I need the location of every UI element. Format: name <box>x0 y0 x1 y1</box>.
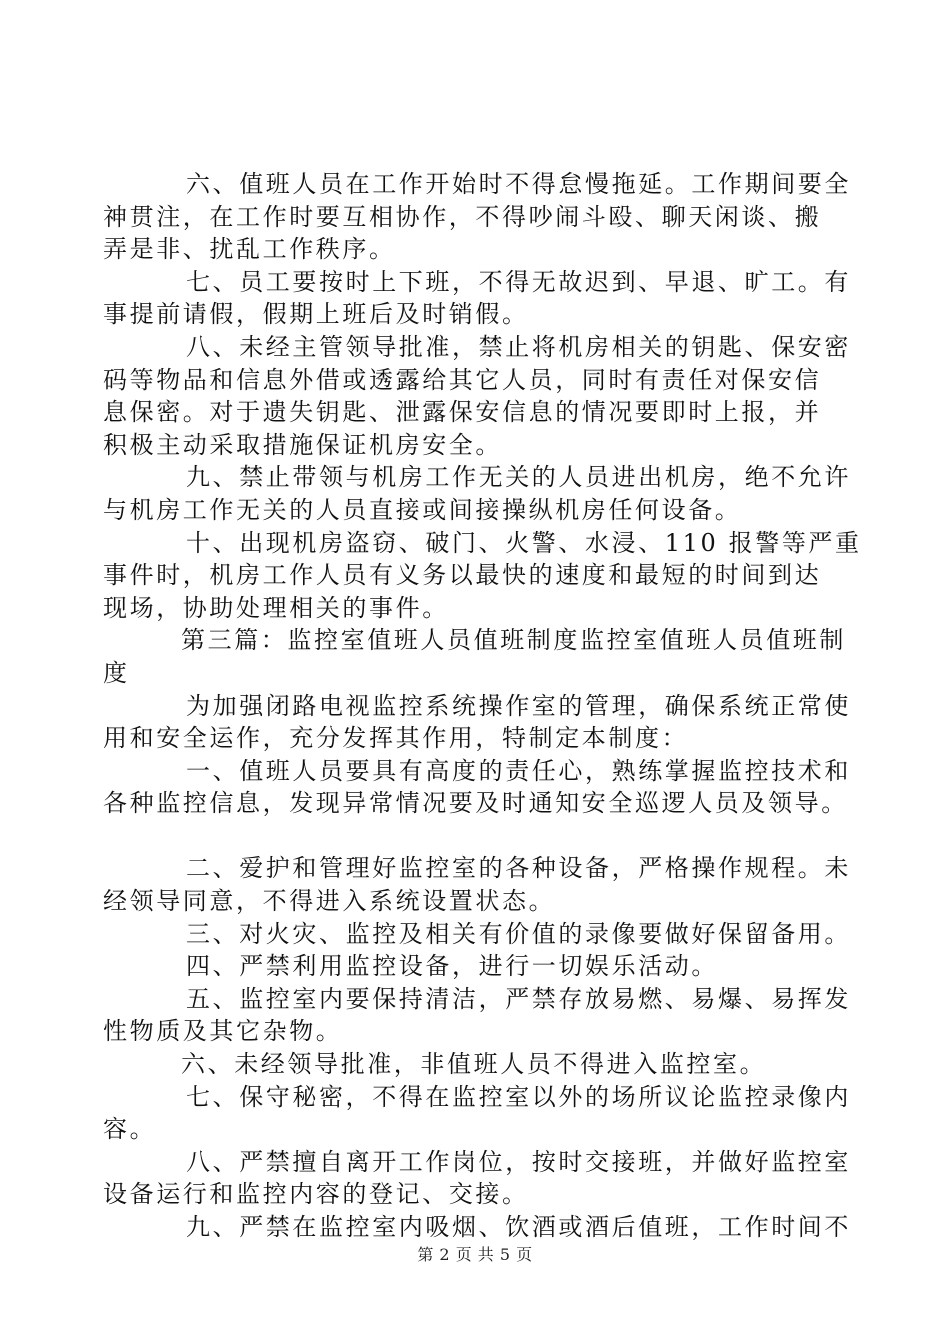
text-line: 二、爱护和管理好监控室的各种设备，严格操作规程。未 <box>186 854 851 883</box>
text-line: 息保密。对于遗失钥匙、泄露保安信息的情况要即时上报，并 <box>103 398 822 427</box>
text-line: 各种监控信息，发现异常情况要及时通知安全巡逻人员及领导。 <box>103 789 848 818</box>
text-line: 积极主动采取措施保证机房安全。 <box>103 430 502 459</box>
text-line: 事提前请假，假期上班后及时销假。 <box>103 300 529 329</box>
text-line: 现场，协助处理相关的事件。 <box>103 593 449 622</box>
text-line: 五、监控室内要保持清洁，严禁存放易燃、易爆、易挥发 <box>186 984 851 1013</box>
text-line: 事件时，机房工作人员有义务以最快的速度和最短的时间到达 <box>103 561 822 590</box>
text-line: 与机房工作无关的人员直接或间接操纵机房任何设备。 <box>103 495 742 524</box>
text-line: 用和安全运作，充分发挥其作用，特制定本制度： <box>103 724 689 753</box>
text-line: 神贯注，在工作时要互相协作，不得吵闹斗殴、聊天闲谈、搬 <box>103 202 822 231</box>
text-line: 弄是非、扰乱工作秩序。 <box>103 235 396 264</box>
text-line: 十、出现机房盗窃、破门、火警、水浸、110 报警等严重 <box>186 528 862 557</box>
blank-line <box>103 820 863 853</box>
text-line: 一、值班人员要具有高度的责任心，熟练掌握监控技术和 <box>186 756 851 785</box>
text-line: 四、严禁利用监控设备，进行一切娱乐活动。 <box>186 952 718 981</box>
text-line: 设备运行和监控内容的登记、交接。 <box>103 1180 529 1209</box>
text-line: 性物质及其它杂物。 <box>103 1017 343 1046</box>
text-line: 八、严禁擅自离开工作岗位，按时交接班，并做好监控室 <box>186 1147 851 1176</box>
text-line: 经领导同意，不得进入系统设置状态。 <box>103 887 556 916</box>
text-line: 七、保守秘密，不得在监控室以外的场所议论监控录像内 <box>186 1082 851 1111</box>
text-line: 九、禁止带领与机房工作无关的人员进出机房，绝不允许 <box>186 463 851 492</box>
text-line: 六、未经领导批准，非值班人员不得进入监控室。 <box>181 1050 767 1079</box>
text-line: 为加强闭路电视监控系统操作室的管理，确保系统正常使 <box>186 691 851 720</box>
text-line: 六、值班人员在工作开始时不得怠慢拖延。工作期间要全 <box>186 170 851 198</box>
page-number-footer: 第 2 页 共 5 页 <box>417 1245 533 1264</box>
section-heading: 第三篇：监控室值班人员值班制度监控室值班人员值班制 <box>181 626 846 655</box>
text-line: 三、对火灾、监控及相关有价值的录像要做好保留备用。 <box>186 919 851 948</box>
text-line: 容。 <box>103 1115 157 1144</box>
section-heading-continued: 度 <box>103 658 130 687</box>
document-body <box>103 168 863 1244</box>
text-line: 九、严禁在监控室内吸烟、饮酒或酒后值班，工作时间不 <box>186 1213 851 1241</box>
text-line: 七、员工要按时上下班，不得无故迟到、早退、旷工。有 <box>186 267 851 296</box>
text-line: 码等物品和信息外借或透露给其它人员，同时有责任对保安信 <box>103 365 822 394</box>
text-line: 八、未经主管领导批准，禁止将机房相关的钥匙、保安密 <box>186 332 851 361</box>
